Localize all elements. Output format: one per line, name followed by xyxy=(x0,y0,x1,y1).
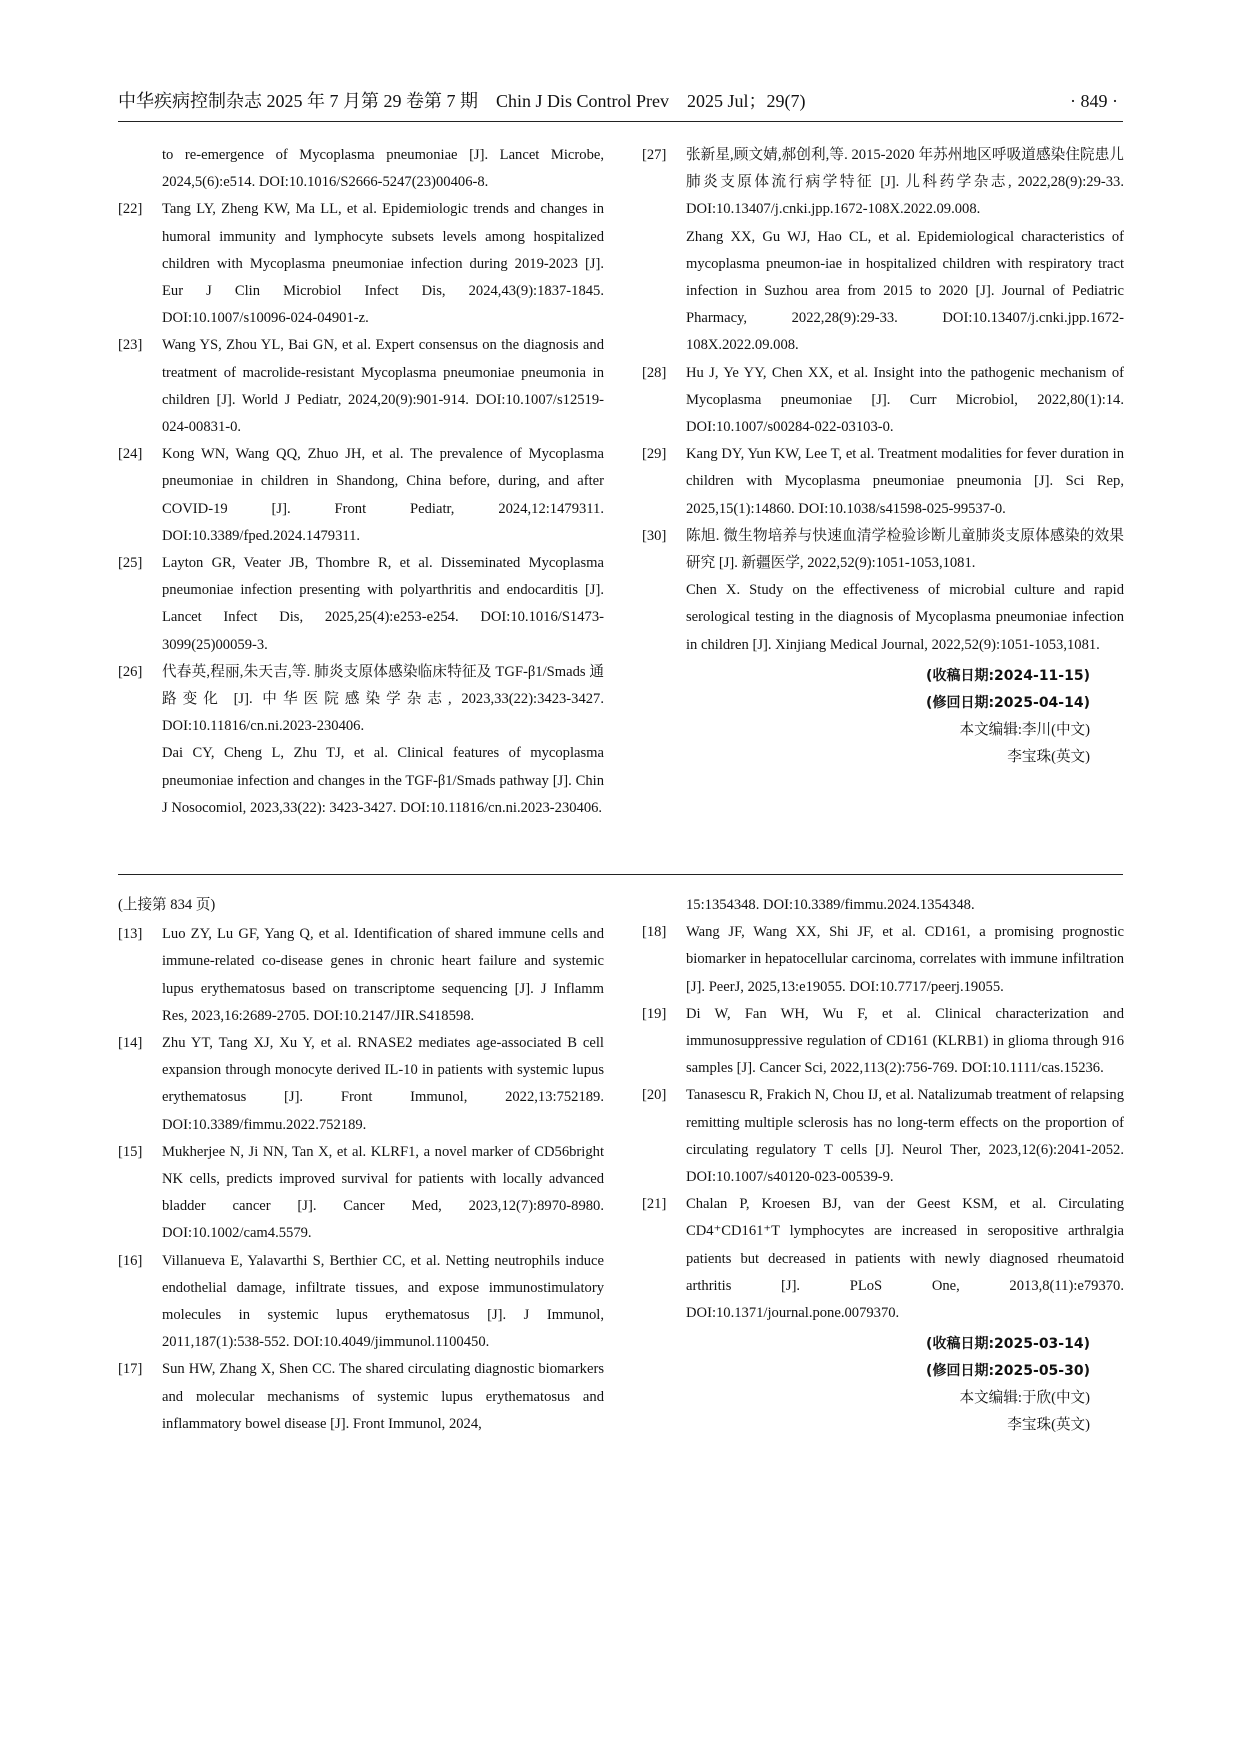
reference-text: Wang YS, Zhou YL, Bai GN, et al. Expert consensus on the diagnosis and treatment of macrolide-resistant Mycoplasma pneumoniae pneumonia in children [J]. World J Pediatr, 2024,20(9):901-914. DOI:10.1007/s12519-024-00831-0. xyxy=(162,337,604,436)
reference-item xyxy=(118,142,604,196)
reference-text: Chalan P, Kroesen BJ, van der Geest KSM, et al. Circulating CD4⁺CD161⁺T lymphocytes are increased in seropositive arthralgia patients but decreased in patients with newly diagnosed rheumatoid arthritis [J]. PLoS One, 2013,8(11):e79370. DOI:10.1371/journal.pone.0079370. xyxy=(686,1196,1124,1322)
reference-number: [16] xyxy=(118,1252,143,1269)
reference-number: [15] xyxy=(118,1143,143,1160)
reference-item xyxy=(642,142,1124,360)
revised-date: (修回日期:2025-05-30) xyxy=(926,1363,1090,1380)
reference-number: [23] xyxy=(118,337,143,354)
reference-text: Mukherjee N, Ji NN, Tan X, et al. KLRF1, a novel marker of CD56bright NK cells, predicts improved survival for patients with locally advanced bladder cancer [J]. Cancer Med, 2023,12(7):8970-8980. DOI:10.1002/cam4.5579. xyxy=(162,1143,604,1242)
reference-text: Wang JF, Wang XX, Shi JF, et al. CD161, a promising prognostic biomarker in hepatocellular carcinoma, correlates with immune infiltration [J]. PeerJ, 2025,13:e19055. DOI:10.7717/peerj.19055. xyxy=(686,924,1124,995)
reference-number: [25] xyxy=(118,555,143,572)
editorial-info xyxy=(642,663,1124,771)
received-date: (收稿日期:2025-03-14) xyxy=(926,1336,1090,1353)
reference-number: [21] xyxy=(642,1196,667,1213)
reference-item xyxy=(642,1191,1124,1327)
journal-header: 中华疾病控制杂志 2025 年 7 月第 29 卷第 7 期 Chin J Dis Control Prev 2025 Jul；29(7) xyxy=(118,91,806,111)
revised-date: (修回日期:2025-04-14) xyxy=(926,694,1090,711)
reference-text: Hu J, Ye YY, Chen XX, et al. Insight into the pathogenic mechanism of Mycoplasma pneumoniae [J]. Curr Microbiol, 2022,80(1):14. DOI:10.1007/s00284-022-03103-0. xyxy=(686,364,1124,436)
reference-text: Villanueva E, Yalavarthi S, Berthier CC, et al. Netting neutrophils induce endothelial damage, infiltrate tissues, and expose immunostimulatory molecules in systemic lupus erythematosus [J]. J Immunol, 2011,187(1):538-552. DOI:10.4049/jimmunol.1100450. xyxy=(162,1252,604,1351)
reference-number: [29] xyxy=(642,446,667,463)
editor-chinese: 本文编辑:于欣(中文) xyxy=(959,1390,1090,1407)
reference-text: 15:1354348. DOI:10.3389/fimmu.2024.1354348. xyxy=(686,897,975,913)
reference-text: Tang LY, Zheng KW, Ma LL, et al. Epidemiologic trends and changes in humoral immunity and lymphocyte subsets levels among hospitalized children with Mycoplasma pneumoniae infection during 2019-2023 [J]. Eur J Clin Microbiol Infect Dis, 2024,43(9):1837-1845. DOI:10.1007/s10096-024-04901-z. xyxy=(162,201,604,327)
editorial-info xyxy=(642,1331,1124,1439)
reference-item xyxy=(118,332,604,441)
reference-item xyxy=(118,659,604,822)
running-header xyxy=(118,88,1118,118)
reference-text: Zhu YT, Tang XJ, Xu Y, et al. RNASE2 mediates age-associated B cell expansion through monocyte derived IL-10 in patients with systemic lupus erythematosus [J]. Front Immunol, 2022,13:752189. DOI:10.3389/fimmu.2022.752189. xyxy=(162,1035,604,1133)
reference-text: 陈旭. 微生物培养与快速血清学检验诊断儿童肺炎支原体感染的效果研究 [J]. 新疆医学, 2022,52(9):1051-1053,1081. xyxy=(686,527,1124,572)
reference-number: [13] xyxy=(118,926,143,943)
reference-number: [19] xyxy=(642,1005,667,1022)
reference-item xyxy=(642,1001,1124,1083)
reference-text: to re-emergence of Mycoplasma pneumoniae [J]. Lancet Microbe, 2024,5(6):e514. DOI:10.1016/S2666-5247(23)00406-8. xyxy=(162,147,604,191)
top-right-column xyxy=(642,142,1124,771)
reference-item xyxy=(118,1356,604,1438)
reference-text-english: Dai CY, Cheng L, Zhu TJ, et al. Clinical features of mycoplasma pneumoniae infection and changes in the TGF-β1/Smads pathway [J]. Chin J Nosocomiol, 2023,33(22): 3423-3427. DOI:10.11816/cn.ni.2023-230406. xyxy=(162,745,604,816)
reference-number: [20] xyxy=(642,1087,667,1104)
reference-number: [14] xyxy=(118,1035,143,1052)
reference-text: Sun HW, Zhang X, Shen CC. The shared circulating diagnostic biomarkers and molecular mechanisms of systemic lupus erythematosus and inflammatory bowel disease [J]. Front Immunol, 2024, xyxy=(162,1361,604,1432)
bottom-left-column xyxy=(118,892,604,1438)
reference-number: [17] xyxy=(118,1361,143,1378)
reference-item xyxy=(642,360,1124,442)
editor-chinese: 本文编辑:李川(中文) xyxy=(959,721,1090,738)
section-rule xyxy=(118,874,1123,875)
reference-item xyxy=(642,919,1124,1001)
reference-item xyxy=(118,441,604,550)
reference-number: [24] xyxy=(118,446,143,463)
editor-english: 李宝珠(英文) xyxy=(1007,1417,1090,1434)
reference-item xyxy=(118,550,604,659)
reference-item xyxy=(642,441,1124,523)
reference-number: [18] xyxy=(642,924,667,941)
reference-text: Di W, Fan WH, Wu F, et al. Clinical characterization and immunosuppressive regulation of CD161 (KLRB1) in glioma through 916 samples [J]. Cancer Sci, 2022,113(2):756-769. DOI:10.1111/cas.15236. xyxy=(686,1005,1124,1077)
reference-text: 张新星,顾文婧,郝创利,等. 2015-2020 年苏州地区呼吸道感染住院患儿肺炎支原体流行病学特征 [J]. 儿科药学杂志, 2022,28(9):29-33. DOI:10.13407/j.cnki.jpp.1672-108X.2022.09.008. xyxy=(686,147,1124,218)
editor-english: 李宝珠(英文) xyxy=(1007,748,1090,765)
received-date: (收稿日期:2024-11-15) xyxy=(926,667,1090,684)
reference-item xyxy=(642,892,1124,919)
top-left-column xyxy=(118,142,604,822)
reference-number: [28] xyxy=(642,364,667,381)
reference-text: Luo ZY, Lu GF, Yang Q, et al. Identification of shared immune cells and immune-related co-disease genes in chronic heart failure and systemic lupus erythematosus based on transcriptome sequencing [J]. J Inflamm Res, 2023,16:2689-2705. DOI:10.2147/JIR.S418598. xyxy=(162,926,604,1024)
reference-number: [27] xyxy=(642,147,667,163)
reference-item xyxy=(118,1248,604,1357)
reference-item xyxy=(118,196,604,332)
bottom-right-column xyxy=(642,892,1124,1439)
reference-text-english: Chen X. Study on the effectiveness of microbial culture and rapid serological testing in the diagnosis of Mycoplasma pneumoniae infection in children [J]. Xinjiang Medical Journal, 2022,52(9):1051-1053,1081. xyxy=(686,582,1124,653)
reference-item xyxy=(642,1082,1124,1191)
reference-item xyxy=(118,921,604,1030)
reference-number: [26] xyxy=(118,663,143,680)
reference-number: [22] xyxy=(118,201,143,218)
reference-text: Kong WN, Wang QQ, Zhuo JH, et al. The prevalence of Mycoplasma pneumoniae in children in Shandong, China before, during, and after COVID-19 [J]. Front Pediatr, 2024,12:1479311. DOI:10.3389/fped.2024.1479311. xyxy=(162,446,604,544)
header-rule xyxy=(118,121,1123,122)
reference-text: 代春英,程丽,朱天吉,等. 肺炎支原体感染临床特征及 TGF-β1/Smads 通路变化 [J]. 中华医院感染学杂志, 2023,33(22):3423-3427. DOI:10.11816/cn.ni.2023-230406. xyxy=(162,663,604,735)
reference-item xyxy=(118,1139,604,1248)
reference-item xyxy=(118,1030,604,1139)
reference-text-english: Zhang XX, Gu WJ, Hao CL, et al. Epidemiological characteristics of mycoplasma pneumon-iae in hospitalized children with respiratory tract infection in Suzhou area from 2015 to 2020 [J]. Journal of Pediatric Pharmacy, 2022,28(9):29-33. DOI:10.13407/j.cnki.jpp.1672-108X.2022.09.008. xyxy=(686,228,1124,354)
reference-text: Tanasescu R, Frakich N, Chou IJ, et al. Natalizumab treatment of relapsing remitting multiple sclerosis has no long-term effects on the proportion of circulating regulatory T cells [J]. Neurol Ther, 2023,12(6):2041-2052. DOI:10.1007/s40120-023-00539-9. xyxy=(686,1087,1124,1186)
reference-text: Kang DY, Yun KW, Lee T, et al. Treatment modalities for fever duration in children with Mycoplasma pneumoniae pneumonia [J]. Sci Rep, 2025,15(1):14860. DOI:10.1038/s41598-025-99537-0. xyxy=(686,446,1124,517)
reference-number: [30] xyxy=(642,527,667,544)
continued-label: (上接第 834 页) xyxy=(118,897,216,913)
page-number: · 849 · xyxy=(1070,91,1118,111)
reference-text: Layton GR, Veater JB, Thombre R, et al. Disseminated Mycoplasma pneumoniae infection presenting with polyarthritis and endocarditis [J]. Lancet Infect Dis, 2025,25(4):e253-e254. DOI:10.1016/S1473-3099(25)00059-3. xyxy=(162,555,604,653)
reference-item xyxy=(642,523,1124,659)
